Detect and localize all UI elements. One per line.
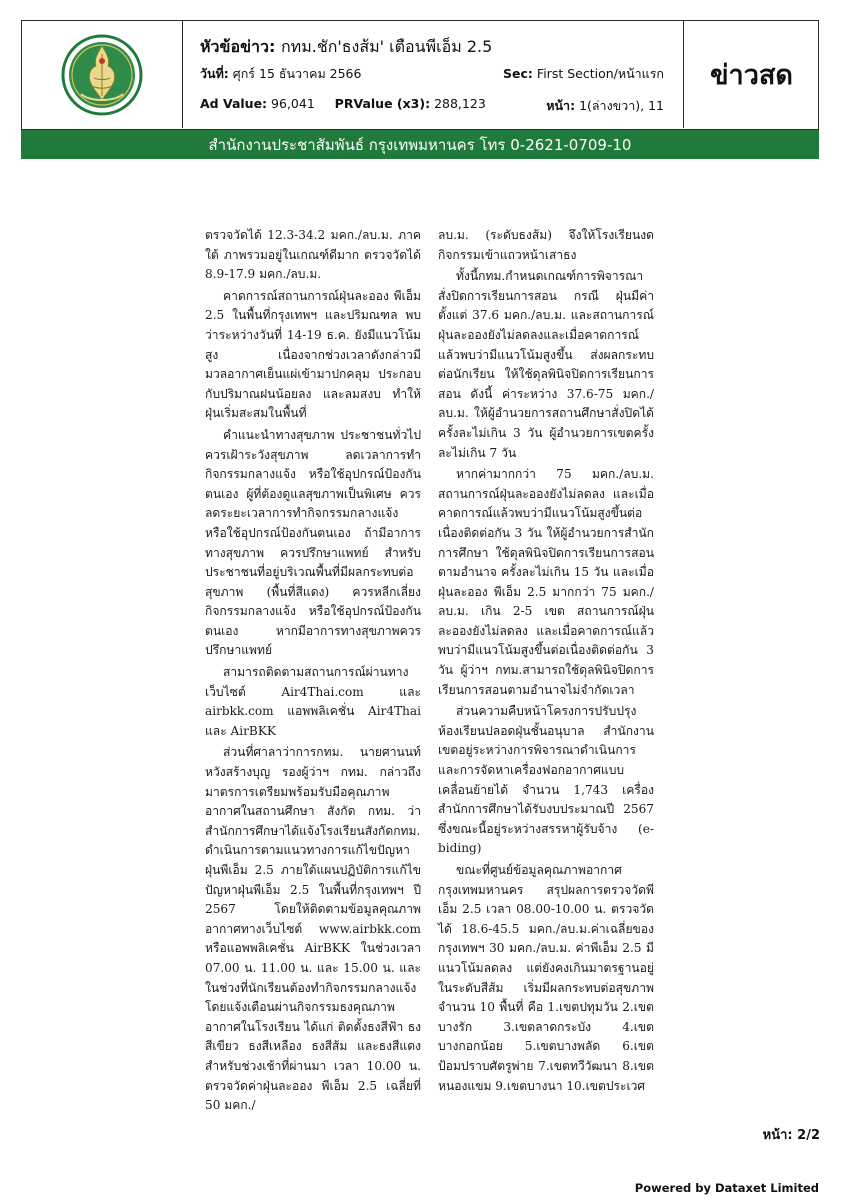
page-number: หน้า: 2/2 (762, 1128, 820, 1143)
sec-value: First Section/หน้าแรก (536, 66, 664, 81)
paragraph: ขณะที่ศูนย์ข้อมูลคุณภาพอากาศ กรุงเทพมหานคร สรุปผลการตรวจวัดพีเอ็ม 2.5 เวลา 08.00-10.00 น. ตรวจวัดได้ 18.6-45.5 มคก./ลบ.ม.ค่าเฉลี่ยของกรุงเทพฯ 30 มคก./ลบ.ม. ค่าพีเอ็ม 2.5 มีแนวโน้มลดลง แต่ยังคงเกินมาตรฐานอยู่ในระดับสีส้ม เริ่มมีผลกระทบต่อสุขภาพ จำนวน 10 พื้นที่ คือ 1.เขตปทุมวัน 2.เขตบางรัก 3.เขตลาดกระบัง 4.เขตบางกอกน้อย 5.เขตบางพลัด 6.เขตป้อมปราบศัตรูพ่าย 7.เขตทวีวัฒนา 8.เขตหนองแขม 9.เขตบางนา 10.เขตประเวศ (438, 863, 654, 1093)
paragraph: ทั้งนี้กทม.กำหนดเกณฑ์การพิจารณาสั่งปิดการเรียนการสอน กรณี ฝุ่นมีค่าตั้งแต่ 37.6 มคก./ลบ.ม. และสถานการณ์ฝุ่นละอองยังไม่ลดลงและเมื่อคาดการณ์แล้วพบว่ามีแนวโน้มสูงขึ้น ส่งผลกระทบต่อนักเรียน ให้ใช้ดุลพินิจปิดการเรียนการสอน ดังนี้ ค่าระหว่าง 37.6-75 มคก./ลบ.ม. ให้ผู้อำนวยการสถานศึกษาสั่งปิดได้ครั้งละไม่เกิน 3 วัน ผู้อำนวยการเขตครั้งละไม่เกิน 7 วัน (438, 269, 654, 460)
headline-label: หัวข้อข่าว: (200, 37, 276, 56)
paragraph: ส่วนความคืบหน้าโครงการปรับปรุงห้องเรียนปลอดฝุ่นชั้นอนุบาล สำนักงานเขตอยู่ระหว่างการพิจารณาดำเนินการ และการจัดหาเครื่องฟอกอากาศแบบเคลื่อนย้ายได้ จำนวน 1,743 เครื่อง สำนักการศึกษาได้รับงบประมาณปี 2567 ซึ่งขณะนี้อยู่ระหว่างสรรหาผู้รับจ้าง (e-biding) (438, 704, 654, 856)
brand-cell (683, 21, 819, 128)
paragraph: สามารถติดตามสถานการณ์ผ่านทางเว็บไซต์ Air4Thai.com และ airbkk.com แอพพลิเคชั่น Air4Thai และ AirBKK (205, 665, 421, 738)
page-label: หน้า: (546, 98, 576, 113)
pr-value-label: PRValue (x3): (334, 96, 431, 111)
article-column-left (205, 226, 421, 1118)
headline-row (200, 35, 492, 60)
pr-value: 288,123 (434, 96, 486, 111)
section-info (503, 64, 664, 84)
paragraph: คำแนะนำทางสุขภาพ ประชาชนทั่วไป ควรเฝ้าระวังสุขภาพ ลดเวลาการทำกิจกรรมกลางแจ้ง หรือใช้อุปกรณ์ป้องกันตนเอง ผู้ที่ต้องดูแลสุขภาพเป็นพิเศษ ควรลดระยะเวลาการทำกิจกรรมกลางแจ้ง หรือใช้อุปกรณ์ป้องกันตนเอง ถ้ามีอาการทางสุขภาพ ควรปรึกษาแพทย์ สำหรับประชาชนที่อยู่บริเวณพื้นที่มีผลกระทบต่อสุขภาพ (พื้นที่สีแดง) ควรหลีกเลี่ยงกิจกรรมกลางแจ้ง หรือใช้อุปกรณ์ป้องกันตนเอง หากมีอาการทางสุขภาพควรปรึกษาแพทย์ (205, 427, 421, 658)
page-value: 1(ล่างขวา), 11 (579, 98, 664, 113)
ad-value-label: Ad Value: (200, 96, 268, 111)
paragraph: ส่วนที่ศาลาว่าการกทม. นายศานนท์ หวังสร้างบุญ รองผู้ว่าฯ กทม. กล่าวถึงมาตรการเตรียมพร้อมรับมือคุณภาพอากาศในสถานศึกษา สังกัด กทม. ว่า สำนักการศึกษาได้แจ้งโรงเรียนสังกัดกทม. ดำเนินการตามแนวทางการแก้ไขปัญหาฝุ่นพีเอ็ม 2.5 ภายใต้แผนปฏิบัติการแก้ไขปัญหาฝุ่นพีเอ็ม 2.5 ในพื้นที่กรุงเทพฯ ปี 2567 โดยให้ติดตามข้อมูลคุณภาพอากาศทางเว็บไซต์ www.airbkk.com หรือแอพพลิเคชั่น AirBKK ในช่วงเวลา 07.00 น. 11.00 น. และ 15.00 น. และในช่วงที่นักเรียนต้องทำกิจกรรมกลางแจ้ง โดยแจ้งเตือนผ่านกิจกรรมธงคุณภาพอากาศในโรงเรียน ได้แก่ ติดตั้งธงสีฟ้า ธงสีเขียว ธงสีเหลือง ธงสีส้ม และธงสีแดง สำหรับช่วงเช้าที่ผ่านมา เวลา 10.00 น. ตรวจวัดค่าฝุ่นละออง พีเอ็ม 2.5 เฉลี่ยที่ 50 มคก./ (205, 745, 421, 1113)
publication-brand: ข่าวสด (710, 60, 793, 91)
ad-value: 96,041 (271, 96, 315, 111)
value-row (200, 96, 670, 111)
sec-label: Sec: (503, 66, 533, 81)
paragraph: คาดการณ์สถานการณ์ฝุ่นละออง พีเอ็ม 2.5 ในพื้นที่กรุงเทพฯ และปริมณฑล พบว่าระหว่างวันที่ 14-19 ธ.ค. ยังมีแนวโน้มสูง เนื่องจากช่วงเวลาดังกล่าวมีมวลอากาศเย็นแผ่เข้ามาปกคลุม ประกอบกับปริมาณฝนน้อยลง และลมสงบ ทำให้ฝุ่นเริ่มสะสมในพื้นที่ (205, 288, 421, 421)
logo-cell (22, 21, 183, 128)
date-row (200, 64, 670, 84)
headline: กทม.ชัก'ธงส้ม' เตือนพีเอ็ม 2.5 (280, 37, 493, 56)
office-banner: สำนักงานประชาสัมพันธ์ กรุงเทพมหานคร โทร 0-2621-0709-10 (21, 130, 819, 159)
clipping-info (182, 21, 682, 128)
article-column-right (438, 226, 654, 1098)
page-info (546, 96, 664, 116)
paragraph: หากค่ามากกว่า 75 มคก./ลบ.ม. สถานการณ์ฝุ่นละอองยังไม่ลดลง และเมื่อคาดการณ์แล้วพบว่ามีแนวโน้มสูงขึ้นต่อเนื่องติดต่อกัน 3 วัน ให้ผู้อำนวยการสำนักการศึกษา ใช้ดุลพินิจปิดการเรียนการสอนตามอำนาจ ครั้งละไม่เกิน 15 วัน และเมื่อฝุ่นละออง พีเอ็ม 2.5 มากกว่า 75 มคก./ลบ.ม. เกิน 2-5 เขต สถานการณ์ฝุ่นละอองยังไม่ลดลง และเมื่อคาดการณ์แล้วพบว่ามีแนวโน้มสูงขึ้นต่อเนื่องติดต่อกัน 3 วัน ผู้ว่าฯ กทม.สามารถใช้ดุลพินิจปิดการเรียนการสอนตามอำนาจไม่จำกัดเวลา (438, 467, 654, 697)
clipping-header (21, 20, 819, 130)
paragraph: ลบ.ม. (ระดับธงส้ม) จึงให้โรงเรียนงดกิจกรรมเข้าแถวหน้าเสาธง (438, 228, 654, 262)
date-label: วันที่: (200, 66, 229, 81)
paragraph: ตรวจวัดได้ 12.3-34.2 มคก./ลบ.ม. ภาคใต้ ภาพรวมอยู่ในเกณฑ์ดีมาก ตรวจวัดได้ 8.9-17.9 มคก./ลบ.ม. (205, 228, 421, 282)
date-value: ศุกร์ 15 ธันวาคม 2566 (232, 66, 362, 81)
powered-by-footer: Powered by Dataxet Limited (634, 1181, 819, 1195)
bma-seal-logo (61, 34, 143, 116)
